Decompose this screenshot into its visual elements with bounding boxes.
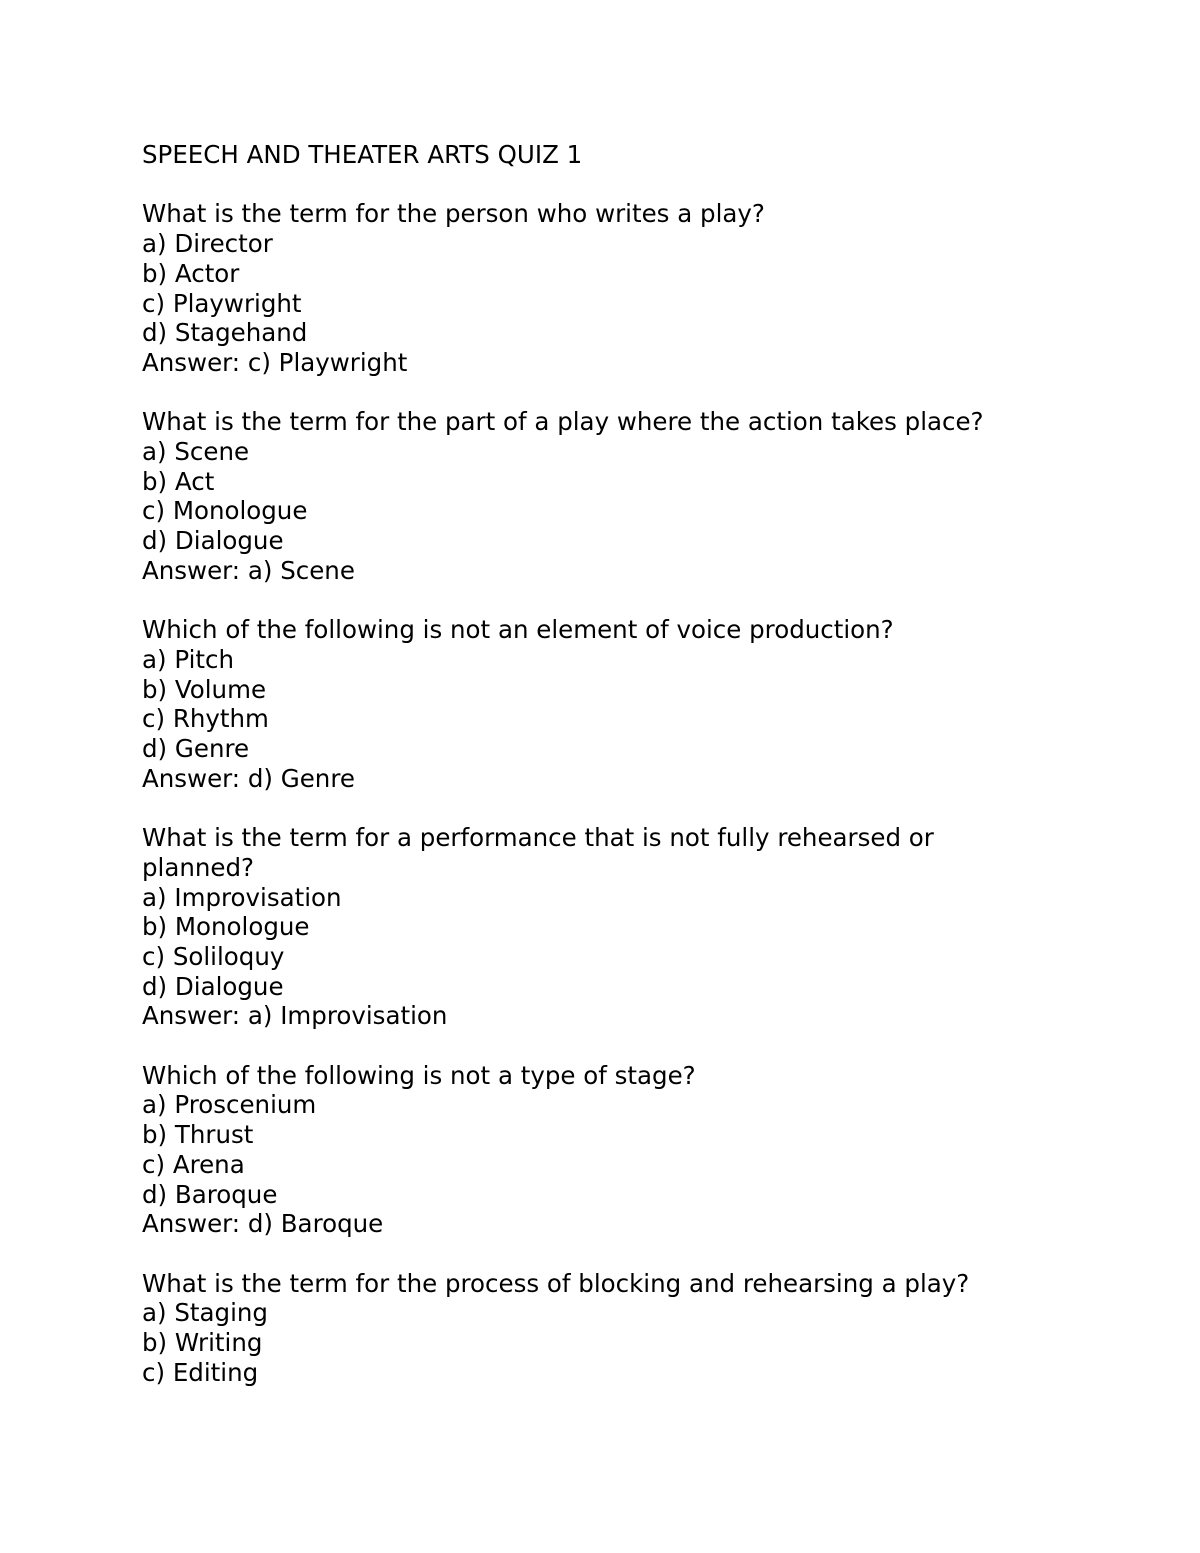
- answer-text: Answer: d) Baroque: [142, 1209, 384, 1239]
- option-b: b) Actor: [142, 258, 240, 288]
- question-block-6: [142, 1269, 1142, 1388]
- option-a: a) Scene: [142, 437, 250, 466]
- answer-text: Answer: a) Improvisation: [142, 1001, 448, 1031]
- option-c: c) Arena: [142, 1149, 245, 1179]
- option-d: d) Dialogue: [142, 971, 284, 1001]
- option-b: b) Thrust: [142, 1120, 254, 1150]
- spacer: [142, 1239, 1142, 1269]
- question-text: What is the term for the part of a play where the action takes place?: [142, 407, 984, 437]
- spacer: [142, 586, 1142, 616]
- question-text-line-1: What is the term for a performance that is not fully rehearsed or: [142, 823, 934, 853]
- option-b: b) Monologue: [142, 912, 310, 942]
- question-block-4: [142, 823, 1142, 1031]
- answer-text: Answer: d) Genre: [142, 763, 355, 793]
- spacer: [142, 170, 1142, 200]
- document-page: [142, 140, 1142, 1387]
- option-b: b) Volume: [142, 674, 267, 704]
- option-a: a) Staging: [142, 1298, 268, 1328]
- spacer: [142, 1031, 1142, 1061]
- option-d: d) Baroque: [142, 1179, 278, 1209]
- question-text-line-2: planned?: [142, 852, 255, 882]
- question-block-2: [142, 407, 1142, 585]
- answer-text: Answer: c) Playwright: [142, 347, 408, 377]
- spacer: [142, 793, 1142, 823]
- option-a: a) Proscenium: [142, 1090, 317, 1120]
- option-a: a) Improvisation: [142, 882, 342, 912]
- option-c: c) Playwright: [142, 288, 302, 318]
- question-block-5: [142, 1061, 1142, 1239]
- document-title: SPEECH AND THEATER ARTS QUIZ 1: [142, 140, 583, 169]
- option-a: a) Pitch: [142, 644, 235, 674]
- answer-text: Answer: a) Scene: [142, 555, 355, 585]
- option-d: d) Stagehand: [142, 318, 308, 348]
- question-text: Which of the following is not an element of voice production?: [142, 615, 894, 645]
- spacer: [142, 378, 1142, 408]
- question-text: What is the term for the person who writes a play?: [142, 199, 765, 229]
- option-c: c) Monologue: [142, 496, 308, 526]
- option-c: c) Editing: [142, 1357, 259, 1387]
- option-d: d) Genre: [142, 734, 250, 764]
- question-block-3: [142, 615, 1142, 793]
- option-c: c) Rhythm: [142, 704, 269, 734]
- question-text: Which of the following is not a type of stage?: [142, 1060, 696, 1090]
- option-b: b) Act: [142, 466, 215, 496]
- option-a: a) Director: [142, 229, 273, 259]
- question-block-1: [142, 199, 1142, 377]
- option-d: d) Dialogue: [142, 526, 284, 556]
- option-b: b) Writing: [142, 1328, 263, 1358]
- option-c: c) Soliloquy: [142, 941, 285, 971]
- question-text: What is the term for the process of blocking and rehearsing a play?: [142, 1268, 970, 1298]
